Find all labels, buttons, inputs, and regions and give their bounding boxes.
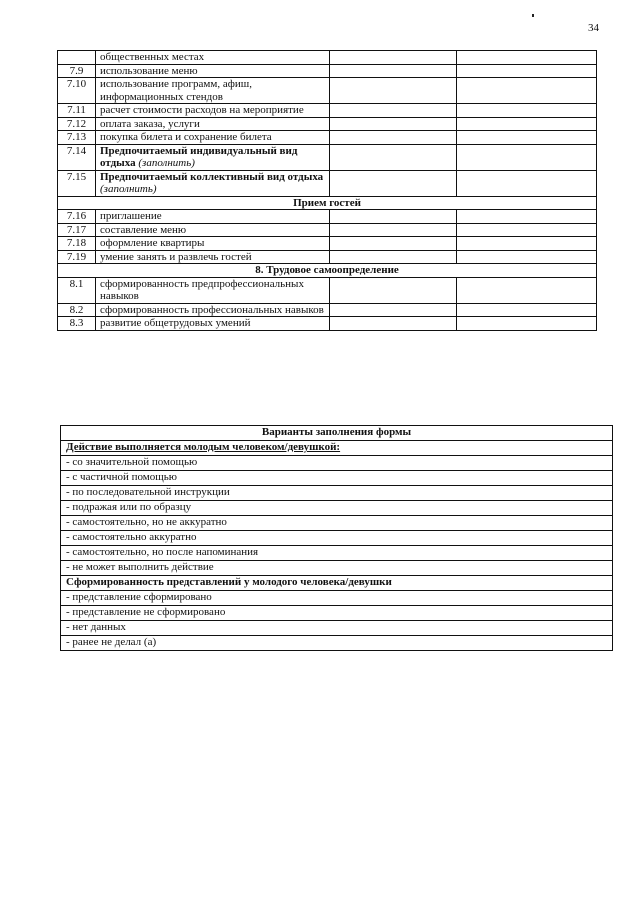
row-label: сформированность профессиональных навыков xyxy=(96,303,330,317)
rating-cell-b xyxy=(457,317,597,331)
rating-cell-a xyxy=(330,317,457,331)
rating-cell-b xyxy=(457,237,597,251)
row-number: 7.14 xyxy=(58,144,96,170)
rating-cell-a xyxy=(330,64,457,78)
legend-row xyxy=(61,486,613,501)
row-number: 8.1 xyxy=(58,277,96,303)
row-label-text: расчет стоимости расходов на мероприятие xyxy=(100,104,304,116)
rating-cell-a xyxy=(330,51,457,65)
row-label-text: общественных местах xyxy=(100,51,205,63)
legend-row xyxy=(61,591,613,606)
legend-option: - нет данных xyxy=(61,621,613,636)
row-label xyxy=(96,78,330,104)
rating-cell-b xyxy=(457,210,597,224)
row-number: 7.11 xyxy=(58,104,96,118)
row-label xyxy=(96,104,330,118)
table-row xyxy=(58,277,597,303)
row-label xyxy=(96,170,330,196)
legend-option: - со значительной помощью xyxy=(61,456,613,471)
table-row xyxy=(58,223,597,237)
legend-option: - по последовательной инструкции xyxy=(61,486,613,501)
legend-option: - ранее не делал (а) xyxy=(61,636,613,651)
rating-cell-b xyxy=(457,78,597,104)
table-row xyxy=(58,117,597,131)
legend-row xyxy=(61,561,613,576)
rating-cell-b xyxy=(457,131,597,145)
row-label-note: (заполнить) xyxy=(138,157,195,169)
row-label-text: оплата заказа, услуги xyxy=(100,117,200,130)
row-label: приглашение xyxy=(96,210,330,224)
rating-cell-a xyxy=(330,117,457,131)
legend-row xyxy=(61,456,613,471)
row-label: развитие общетрудовых умений xyxy=(96,317,330,331)
row-label-text: использование программ, афиш, информационных стендов xyxy=(100,78,252,103)
row-label: составление меню xyxy=(96,223,330,237)
legend-row xyxy=(61,606,613,621)
row-number: 7.19 xyxy=(58,250,96,264)
row-label-text: покупка билета и сохранение билета xyxy=(100,131,272,143)
table-row xyxy=(58,131,597,145)
rating-cell-b xyxy=(457,144,597,170)
legend-title: Варианты заполнения формы xyxy=(61,426,613,441)
row-label-text: Предпочитаемый коллективный вид отдыха xyxy=(100,170,324,183)
rating-cell-b xyxy=(457,250,597,264)
rating-cell-b xyxy=(457,223,597,237)
table-row xyxy=(58,51,597,65)
table-row xyxy=(58,78,597,104)
scan-speck xyxy=(532,14,534,17)
legend-option: - представление сформировано xyxy=(61,591,613,606)
table-row xyxy=(58,317,597,331)
rating-cell-a xyxy=(330,250,457,264)
rating-cell-a xyxy=(330,78,457,104)
table-row xyxy=(58,104,597,118)
rating-cell-b xyxy=(457,51,597,65)
rating-cell-a xyxy=(330,277,457,303)
row-number: 7.15 xyxy=(58,170,96,196)
row-number: 8.2 xyxy=(58,303,96,317)
row-label xyxy=(96,131,330,145)
legend-option: - самостоятельно аккуратно xyxy=(61,531,613,546)
legend-option: - самостоятельно, но после напоминания xyxy=(61,546,613,561)
legend-row xyxy=(61,516,613,531)
row-number: 7.17 xyxy=(58,223,96,237)
legend-option: - не может выполнить действие xyxy=(61,561,613,576)
rating-cell-b xyxy=(457,64,597,78)
section-row xyxy=(58,264,597,278)
rating-cell-a xyxy=(330,223,457,237)
legend-row xyxy=(61,621,613,636)
rating-cell-a xyxy=(330,104,457,118)
row-label-text: использование меню xyxy=(100,64,198,77)
rating-cell-b xyxy=(457,303,597,317)
row-number: 7.12 xyxy=(58,117,96,131)
rating-cell-a xyxy=(330,131,457,145)
legend-row xyxy=(61,576,613,591)
legend-action-heading: Действие выполняется молодым человеком/девушкой: xyxy=(61,441,613,456)
row-label: оформление квартиры xyxy=(96,237,330,251)
legend-option: - с частичной помощью xyxy=(61,471,613,486)
assessment-table xyxy=(57,50,597,331)
row-number: 7.9 xyxy=(58,64,96,78)
section-heading-labor: 8. Трудовое самоопределение xyxy=(58,264,597,278)
legend-row xyxy=(61,546,613,561)
table-row xyxy=(58,64,597,78)
legend-table xyxy=(60,425,613,651)
row-label: сформированность предпрофессиональных навыков xyxy=(96,277,330,303)
row-label-note: (заполнить) xyxy=(100,183,157,195)
row-number: 7.18 xyxy=(58,237,96,251)
rating-cell-a xyxy=(330,170,457,196)
legend-row xyxy=(61,501,613,516)
row-label xyxy=(96,144,330,170)
row-number: 7.16 xyxy=(58,210,96,224)
table-row xyxy=(58,144,597,170)
legend-row xyxy=(61,531,613,546)
legend-concept-heading: Сформированность представлений у молодого человека/девушки xyxy=(61,576,613,591)
legend-row xyxy=(61,441,613,456)
legend-row xyxy=(61,636,613,651)
table-row xyxy=(58,170,597,196)
legend-option: - подражая или по образцу xyxy=(61,501,613,516)
row-label-text: Предпочитаемый индивидуальный вид отдыха xyxy=(100,144,298,169)
rating-cell-b xyxy=(457,277,597,303)
rating-cell-a xyxy=(330,237,457,251)
rating-cell-b xyxy=(457,117,597,131)
table-row xyxy=(58,237,597,251)
row-number xyxy=(58,51,96,65)
table-row xyxy=(58,303,597,317)
row-label xyxy=(96,64,330,78)
row-number: 8.3 xyxy=(58,317,96,331)
table-row xyxy=(58,210,597,224)
row-number: 7.13 xyxy=(58,131,96,145)
section-row xyxy=(58,196,597,210)
legend-option: - представление не сформировано xyxy=(61,606,613,621)
row-label xyxy=(96,51,330,65)
section-heading-guests: Прием гостей xyxy=(58,196,597,210)
rating-cell-b xyxy=(457,104,597,118)
page-number: 34 xyxy=(588,22,599,34)
rating-cell-a xyxy=(330,210,457,224)
row-label xyxy=(96,117,330,131)
legend-row xyxy=(61,471,613,486)
row-label: умение занять и развлечь гостей xyxy=(96,250,330,264)
rating-cell-b xyxy=(457,170,597,196)
rating-cell-a xyxy=(330,303,457,317)
row-number: 7.10 xyxy=(58,78,96,104)
table-row xyxy=(58,250,597,264)
rating-cell-a xyxy=(330,144,457,170)
legend-row xyxy=(61,426,613,441)
legend-option: - самостоятельно, но не аккуратно xyxy=(61,516,613,531)
